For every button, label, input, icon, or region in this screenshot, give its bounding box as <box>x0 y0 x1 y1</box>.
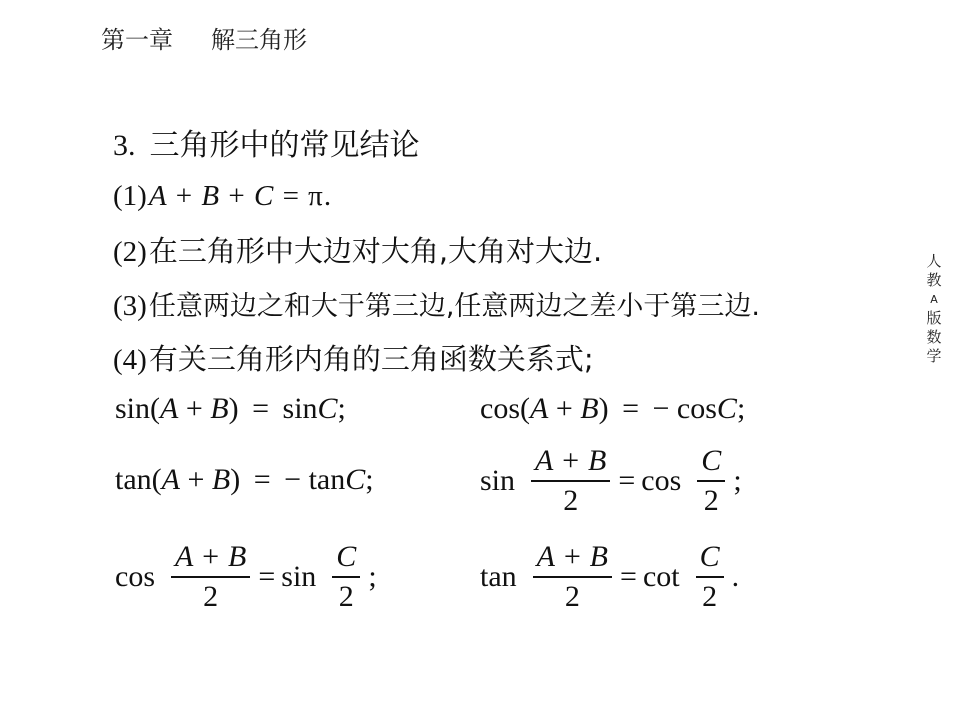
fraction: $\frac{A + B}{2}$ <box>171 540 250 614</box>
section-number: 3. <box>113 129 136 162</box>
fraction: $\frac{A + B}{2}$ <box>531 444 610 518</box>
fraction: $\frac{A + B}{2}$ <box>533 540 612 614</box>
formula-tan-half: tan $\frac{A + B}{2}$ = cot $\frac{C}{2}$ . <box>480 540 740 613</box>
conclusion-index: (4) <box>113 344 147 376</box>
fraction: $\frac{C}{2}$ <box>697 444 725 518</box>
conclusion-1 <box>113 178 332 213</box>
conclusion-index: (1) <box>113 180 147 212</box>
conclusion-4 <box>113 337 594 378</box>
chapter-header <box>101 20 307 55</box>
side-label-char: 人 <box>926 252 942 270</box>
formula-sin-half: sin $\frac{A + B}{2}$ = cos $\frac{C}{2}$ ; <box>480 444 742 517</box>
conclusion-text: 在三角形中大边对大角,大角对大边. <box>148 234 603 268</box>
side-label-char: 数 <box>926 328 942 346</box>
formula-tan-sum: tan(A + B) = − tanC; <box>115 463 374 496</box>
chapter-title: 解三角形 <box>211 26 307 54</box>
fraction: $\frac{C}{2}$ <box>696 540 724 614</box>
conclusion-formula: A + B + C = π. <box>148 180 333 212</box>
section-title: 三角形中的常见结论 <box>149 128 420 163</box>
conclusion-3 <box>113 284 760 323</box>
side-label-char: A <box>930 293 938 306</box>
side-label-char: 版 <box>926 309 942 327</box>
conclusion-text: 有关三角形内角的三角函数关系式; <box>148 342 594 376</box>
side-label-char: 教 <box>926 271 942 289</box>
conclusion-index: (3) <box>113 290 147 322</box>
side-label-char: 学 <box>926 347 942 365</box>
side-label-publisher <box>922 252 946 366</box>
formula-sin-sum: sin(A + B) = sinC; <box>115 392 346 425</box>
conclusion-text: 任意两边之和大于第三边,任意两边之差小于第三边. <box>148 291 760 322</box>
conclusion-index: (2) <box>113 236 147 268</box>
formula-cos-sum: cos(A + B) = − cosC; <box>480 392 746 425</box>
chapter-number: 第一章 <box>101 26 173 54</box>
conclusion-2 <box>113 229 602 270</box>
fraction: $\frac{C}{2}$ <box>332 540 360 614</box>
section-heading <box>113 120 420 164</box>
formula-cos-half: cos $\frac{A + B}{2}$ = sin $\frac{C}{2}$ ; <box>115 540 377 613</box>
